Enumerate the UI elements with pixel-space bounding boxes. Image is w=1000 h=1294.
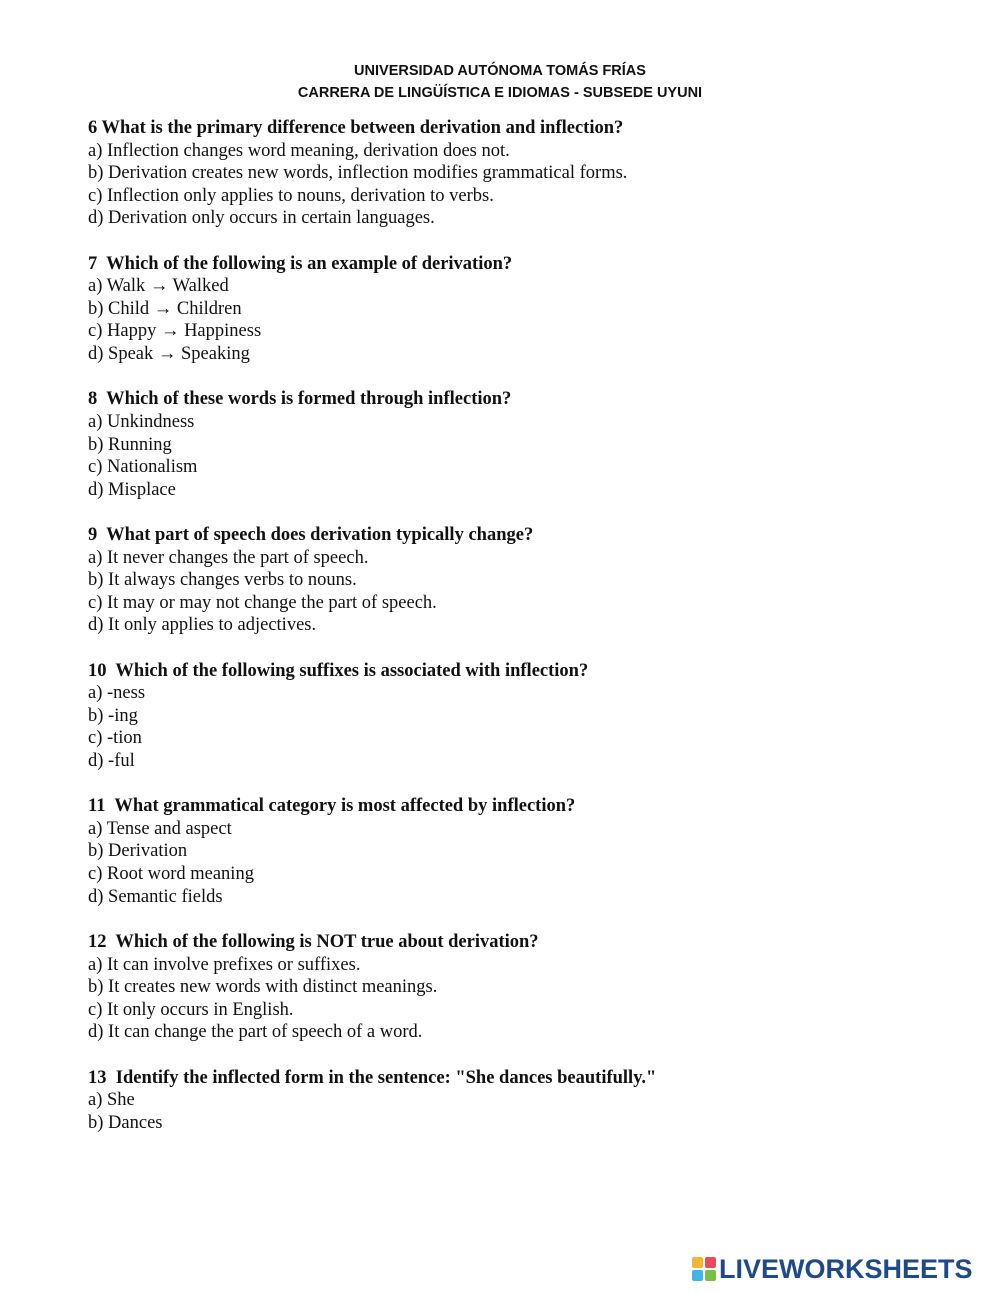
question-text: Which of the following suffixes is associated with inflection? [115, 660, 589, 681]
question-number: 6 [88, 118, 98, 138]
question-number: 11 [88, 796, 106, 817]
question-text: Which of the following is NOT true about derivation? [115, 931, 539, 952]
answer-option: b) Derivation creates new words, inflection modifies grammatical forms. [88, 163, 628, 184]
question-text: Identify the inflected form in the sentence: "She dances beautifully." [115, 1067, 657, 1088]
answer-option: c) It only occurs in English. [88, 999, 294, 1020]
answer-option: d) Misplace [88, 479, 176, 500]
question-block [88, 253, 968, 366]
question-title [88, 253, 968, 276]
answer-option: a) It can involve prefixes or suffixes. [88, 954, 361, 975]
question-block [88, 660, 968, 773]
answer-option: a) Tense and aspect [88, 818, 232, 839]
question-text: What is the primary difference between derivation and inflection? [101, 118, 624, 138]
department-name: CARRERA DE LINGÜÍSTICA E IDIOMAS - SUBSEDE UYUNI [297, 85, 703, 101]
question-number: 13 [88, 1067, 107, 1088]
question-title [88, 795, 968, 818]
answer-option: c) -tion [88, 728, 142, 749]
question-number: 8 [88, 389, 98, 410]
answer-option: c) It may or may not change the part of speech. [88, 592, 437, 613]
answer-option: a) Inflection changes word meaning, derivation does not. [88, 140, 510, 161]
answer-option: c) Inflection only applies to nouns, derivation to verbs. [88, 185, 494, 206]
answer-option: b) It always changes verbs to nouns. [88, 570, 357, 591]
question-title [88, 388, 968, 411]
question-number: 7 [88, 253, 98, 274]
question-number: 9 [88, 524, 98, 545]
answer-option: b) Dances [88, 1112, 163, 1133]
question-block [88, 795, 968, 908]
question-text: Which of the following is an example of derivation? [106, 253, 513, 274]
answer-option: b) -ing [88, 705, 138, 726]
university-name: UNIVERSIDAD AUTÓNOMA TOMÁS FRÍAS [354, 63, 646, 79]
brand-name: LIVEWORKSHEETS [719, 1253, 973, 1284]
answer-option: c) Root word meaning [88, 864, 254, 885]
answer-option: d) Speak → Speaking [88, 344, 250, 365]
question-text: What part of speech does derivation typically change? [106, 524, 534, 545]
question-block [88, 388, 968, 501]
answer-option: a) -ness [88, 683, 146, 704]
question-title [88, 117, 968, 140]
question-text: Which of these words is formed through inflection? [106, 389, 512, 410]
answer-option: d) -ful [88, 751, 135, 771]
answer-option: b) Child → Children [88, 298, 242, 319]
question-block [88, 524, 968, 637]
answer-option: b) Running [88, 434, 172, 455]
question-block [88, 931, 968, 1044]
question-title [88, 1067, 968, 1090]
question-title [88, 660, 968, 683]
answer-option: d) It only applies to adjectives. [88, 615, 317, 636]
question-number: 10 [88, 660, 107, 681]
answer-option: b) It creates new words with distinct meanings. [88, 977, 438, 998]
answer-option: a) It never changes the part of speech. [88, 547, 369, 568]
answer-option: d) It can change the part of speech of a word. [88, 1022, 423, 1043]
question-title [88, 524, 968, 547]
question-list [88, 117, 968, 1157]
document-header [0, 60, 1000, 104]
question-text: What grammatical category is most affected by inflection? [114, 796, 576, 817]
question-number: 12 [88, 931, 107, 952]
question-title [88, 931, 968, 954]
answer-option: b) Derivation [88, 841, 188, 862]
question-block [88, 117, 968, 230]
answer-option: c) Nationalism [88, 457, 198, 478]
answer-option: d) Semantic fields [88, 886, 223, 907]
liveworksheets-logo [692, 1253, 973, 1285]
question-block [88, 1067, 968, 1135]
answer-option: a) Walk → Walked [88, 276, 229, 297]
answer-option: d) Derivation only occurs in certain languages. [88, 208, 435, 229]
liveworksheets-logo-icon [692, 1257, 716, 1281]
answer-option: c) Happy → Happiness [88, 321, 262, 342]
answer-option: a) Unkindness [88, 411, 195, 432]
answer-option: a) She [88, 1090, 135, 1111]
